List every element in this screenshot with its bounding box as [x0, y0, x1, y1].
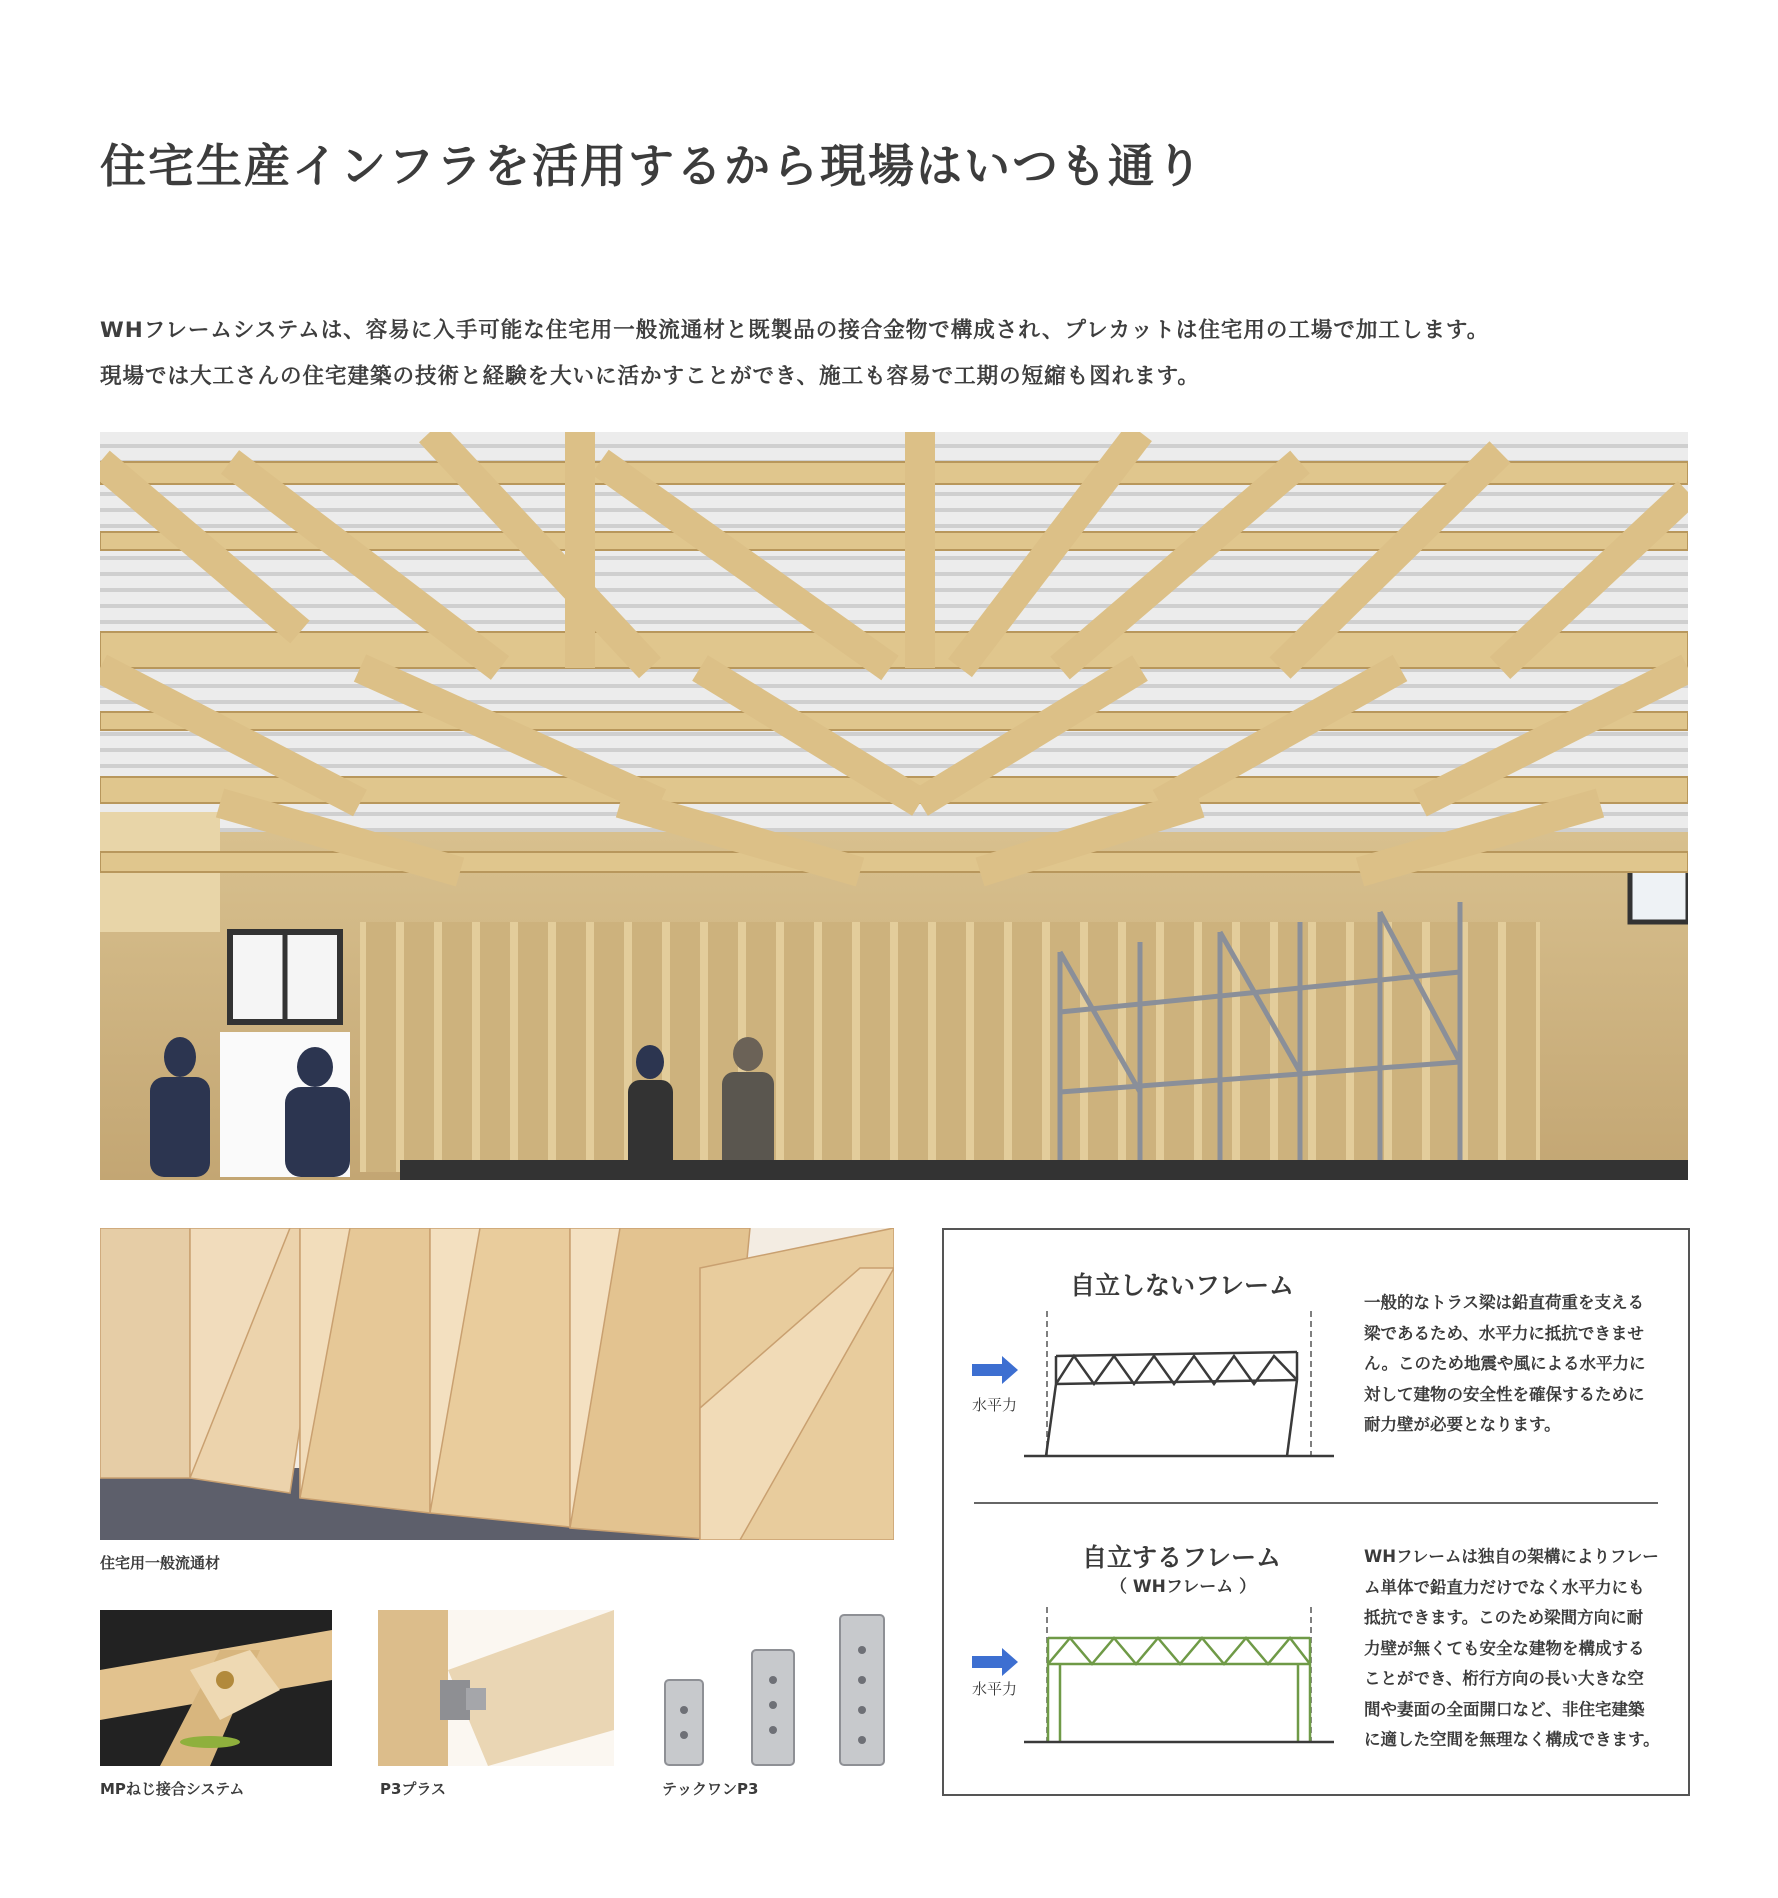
mp-screw-photo [100, 1610, 332, 1766]
non-standing-text-line: 対して建物の安全性を確保するために [1364, 1384, 1645, 1404]
standing-text-line: 間や妻面の全面開口など、非住宅建築 [1364, 1699, 1645, 1719]
non-standing-text-line: 耐力壁が必要となります。 [1364, 1415, 1561, 1434]
intro-line-1: WHフレームシステムは、容易に入手可能な住宅用一般流通材と既製品の接合金物で構成され、プレカットは住宅用の工場で加工します。 [100, 318, 1490, 343]
non-standing-force-label: 水平力 [972, 1396, 1018, 1414]
frame-divider [974, 1502, 1658, 1504]
non-standing-text-line: 一般的なトラス梁は鉛直荷重を支える [1364, 1293, 1645, 1312]
standing-text-line: WHフレームは独自の架構によりフレー [1364, 1547, 1659, 1566]
standing-frame-heading: 自立するフレーム [1082, 1543, 1282, 1572]
standing-force-label: 水平力 [972, 1680, 1018, 1698]
intro-line-2: 現場では大工さんの住宅建築の技術と経験を大いに活かすことができ、施工も容易で工期の短縮も図れます。 [100, 364, 1200, 389]
p3plus-caption: P3プラス [380, 1780, 446, 1798]
non-standing-text-line: ん。このため地震や風による水平力に [1364, 1354, 1646, 1373]
standing-frame-diagram [964, 1602, 1354, 1762]
standing-text-line: 抵抗できます。このため梁間方向に耐 [1364, 1608, 1644, 1627]
lumber-caption: 住宅用一般流通材 [100, 1554, 221, 1572]
non-standing-frame-heading: 自立しないフレーム [1070, 1271, 1295, 1300]
non-standing-text-line: 梁であるため、水平力に抵抗できませ [1364, 1323, 1644, 1343]
non-standing-frame-text [1364, 1288, 1674, 1441]
non-standing-frame-diagram [964, 1306, 1354, 1466]
techone-p3-caption: テックワンP3 [662, 1780, 759, 1798]
standing-text-line: ことができ、桁行方向の長い大きな空 [1364, 1669, 1644, 1688]
frame-comparison-panel [942, 1228, 1690, 1796]
techone-p3-photo [650, 1600, 900, 1780]
hero-photo-timber-truss-interior [100, 432, 1688, 1180]
lumber-photo [100, 1228, 894, 1540]
mp-screw-caption: MPねじ接合システム [100, 1780, 245, 1798]
standing-frame-subheading: （ WHフレーム ） [1110, 1577, 1257, 1597]
standing-text-line: に適した空間を無理なく構成できます。 [1364, 1730, 1660, 1749]
standing-text-line: ム単体で鉛直力だけでなく水平力にも [1364, 1577, 1645, 1597]
standing-text-line: 力壁が無くても安全な建物を構成する [1364, 1638, 1645, 1658]
p3plus-photo [378, 1610, 614, 1766]
intro-text [100, 308, 1700, 400]
page-title: 住宅生産インフラを活用するから現場はいつも通り [100, 139, 1204, 193]
standing-frame-text [1364, 1542, 1674, 1756]
